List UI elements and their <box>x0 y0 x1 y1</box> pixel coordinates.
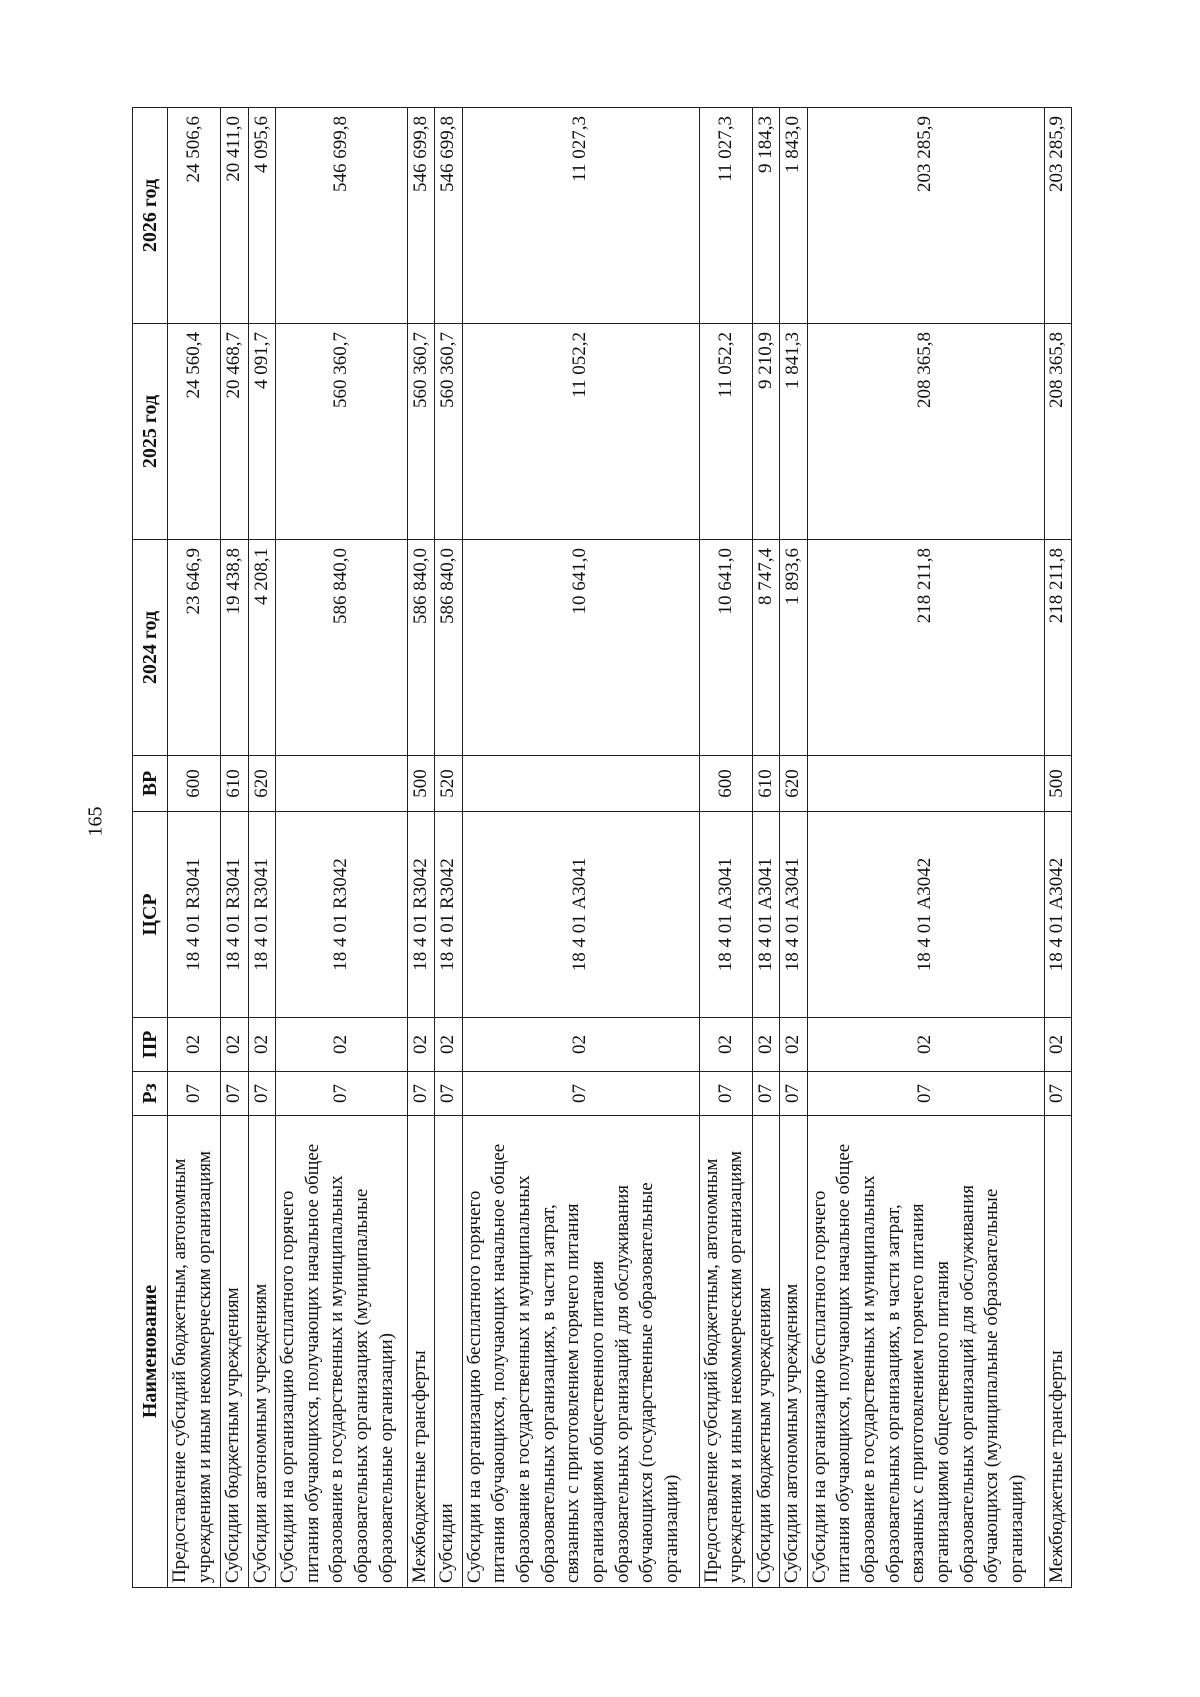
cell-vr: 600 <box>168 756 221 812</box>
cell-2024: 218 211,8 <box>807 540 1044 756</box>
table-row <box>807 108 1044 1588</box>
cell-csr: 18 4 01 А3042 <box>1044 812 1071 1018</box>
cell-csr: 18 4 01 R3041 <box>221 812 248 1018</box>
cell-name: Субсидии автономным учреждениям <box>248 1116 275 1588</box>
cell-name: Межбюджетные трансферты <box>1044 1116 1071 1588</box>
col-header-rz: Рз <box>133 1072 168 1116</box>
cell-2025: 208 365,8 <box>807 324 1044 540</box>
cell-2025: 11 052,2 <box>462 324 699 540</box>
cell-csr: 18 4 01 R3041 <box>168 812 221 1018</box>
cell-vr <box>807 756 1044 812</box>
cell-vr <box>462 756 699 812</box>
table-header <box>133 108 168 1588</box>
cell-2024: 586 840,0 <box>435 540 462 756</box>
table-row <box>753 108 780 1588</box>
cell-2024: 10 641,0 <box>462 540 699 756</box>
cell-2024: 1 893,6 <box>780 540 807 756</box>
cell-2025: 560 360,7 <box>435 324 462 540</box>
cell-2026: 1 843,0 <box>780 108 807 324</box>
cell-rz: 07 <box>462 1072 699 1116</box>
col-header-vr: ВР <box>133 756 168 812</box>
cell-name: Субсидии на организацию бесплатного горячего питания обучающихся, получающих начальное общее образование в государственных и муниципальных образовательных организациях, в части затрат, связанных с приготовлением горячего питания организациями общественного питания образовательных организаций для обслуживания обучающихся (государственные образовательные организации) <box>462 1116 699 1588</box>
cell-2025: 20 468,7 <box>221 324 248 540</box>
cell-vr: 610 <box>753 756 780 812</box>
cell-name: Предоставление субсидий бюджетным, автономным учреждениям и иным некоммерческим организациям <box>168 1116 221 1588</box>
cell-pr: 02 <box>276 1018 408 1072</box>
cell-pr: 02 <box>221 1018 248 1072</box>
cell-rz: 07 <box>248 1072 275 1116</box>
cell-pr: 02 <box>753 1018 780 1072</box>
cell-name: Субсидии бюджетным учреждениям <box>221 1116 248 1588</box>
cell-vr: 500 <box>408 756 435 812</box>
cell-2024: 586 840,0 <box>408 540 435 756</box>
cell-rz: 07 <box>780 1072 807 1116</box>
cell-csr: 18 4 01 А3041 <box>699 812 752 1018</box>
cell-2026: 24 506,6 <box>168 108 221 324</box>
page-number: 165 <box>84 806 107 837</box>
cell-2026: 11 027,3 <box>699 108 752 324</box>
table-row <box>221 108 248 1588</box>
rotated-table-container <box>132 108 1072 1588</box>
cell-csr: 18 4 01 А3042 <box>807 812 1044 1018</box>
cell-2025: 560 360,7 <box>408 324 435 540</box>
cell-rz: 07 <box>807 1072 1044 1116</box>
cell-vr: 600 <box>699 756 752 812</box>
table-row <box>1044 108 1071 1588</box>
cell-2025: 1 841,3 <box>780 324 807 540</box>
table-row <box>248 108 275 1588</box>
cell-2026: 546 699,8 <box>408 108 435 324</box>
cell-rz: 07 <box>1044 1072 1071 1116</box>
cell-2026: 203 285,9 <box>807 108 1044 324</box>
col-header-2024: 2024 год <box>133 540 168 756</box>
cell-2026: 20 411,0 <box>221 108 248 324</box>
cell-pr: 02 <box>1044 1018 1071 1072</box>
col-header-csr: ЦСР <box>133 812 168 1018</box>
cell-2025: 9 210,9 <box>753 324 780 540</box>
cell-2024: 19 438,8 <box>221 540 248 756</box>
cell-name: Субсидии <box>435 1116 462 1588</box>
cell-rz: 07 <box>699 1072 752 1116</box>
col-header-pr: ПР <box>133 1018 168 1072</box>
cell-rz: 07 <box>753 1072 780 1116</box>
table-row <box>408 108 435 1588</box>
cell-rz: 07 <box>408 1072 435 1116</box>
cell-2025: 24 560,4 <box>168 324 221 540</box>
table-row <box>699 108 752 1588</box>
cell-pr: 02 <box>408 1018 435 1072</box>
cell-2024: 586 840,0 <box>276 540 408 756</box>
cell-2026: 203 285,9 <box>1044 108 1071 324</box>
table-body <box>168 108 1072 1588</box>
cell-2025: 4 091,7 <box>248 324 275 540</box>
col-header-2026: 2026 год <box>133 108 168 324</box>
cell-2026: 546 699,8 <box>435 108 462 324</box>
header-row <box>133 108 168 1588</box>
cell-2025: 208 365,8 <box>1044 324 1071 540</box>
cell-vr: 610 <box>221 756 248 812</box>
cell-2025: 11 052,2 <box>699 324 752 540</box>
cell-name: Субсидии на организацию бесплатного горячего питания обучающихся, получающих начальное общее образование в государственных и муниципальных образовательных организациях, в части затрат, связанных с приготовлением горячего питания организациями общественного питания образовательных организаций для обслуживания обучающихся (муниципальные образовательные организации) <box>807 1116 1044 1588</box>
table-row <box>435 108 462 1588</box>
cell-pr: 02 <box>807 1018 1044 1072</box>
cell-vr: 620 <box>248 756 275 812</box>
cell-vr <box>276 756 408 812</box>
cell-2024: 23 646,9 <box>168 540 221 756</box>
cell-pr: 02 <box>435 1018 462 1072</box>
cell-2024: 8 747,4 <box>753 540 780 756</box>
cell-csr: 18 4 01 R3042 <box>408 812 435 1018</box>
cell-pr: 02 <box>248 1018 275 1072</box>
cell-2024: 4 208,1 <box>248 540 275 756</box>
table-row <box>780 108 807 1588</box>
cell-csr: 18 4 01 А3041 <box>753 812 780 1018</box>
cell-pr: 02 <box>699 1018 752 1072</box>
table-row <box>276 108 408 1588</box>
cell-2026: 4 095,6 <box>248 108 275 324</box>
cell-csr: 18 4 01 А3041 <box>780 812 807 1018</box>
cell-name: Субсидии автономным учреждениям <box>780 1116 807 1588</box>
cell-2024: 10 641,0 <box>699 540 752 756</box>
cell-2025: 560 360,7 <box>276 324 408 540</box>
cell-name: Межбюджетные трансферты <box>408 1116 435 1588</box>
cell-csr: 18 4 01 R3042 <box>435 812 462 1018</box>
cell-vr: 500 <box>1044 756 1071 812</box>
cell-name: Субсидии бюджетным учреждениям <box>753 1116 780 1588</box>
cell-pr: 02 <box>780 1018 807 1072</box>
col-header-2025: 2025 год <box>133 324 168 540</box>
cell-rz: 07 <box>221 1072 248 1116</box>
cell-pr: 02 <box>462 1018 699 1072</box>
table-row <box>462 108 699 1588</box>
cell-2026: 11 027,3 <box>462 108 699 324</box>
cell-rz: 07 <box>168 1072 221 1116</box>
cell-pr: 02 <box>168 1018 221 1072</box>
cell-csr: 18 4 01 R3041 <box>248 812 275 1018</box>
table-row <box>168 108 221 1588</box>
cell-name: Субсидии на организацию бесплатного горячего питания обучающихся, получающих начальное общее образование в государственных и муниципальных образовательных организациях (муниципальные образовательные организации) <box>276 1116 408 1588</box>
cell-csr: 18 4 01 А3041 <box>462 812 699 1018</box>
cell-csr: 18 4 01 R3042 <box>276 812 408 1018</box>
cell-2026: 9 184,3 <box>753 108 780 324</box>
cell-vr: 620 <box>780 756 807 812</box>
cell-vr: 520 <box>435 756 462 812</box>
cell-2026: 546 699,8 <box>276 108 408 324</box>
cell-2024: 218 211,8 <box>1044 540 1071 756</box>
cell-rz: 07 <box>435 1072 462 1116</box>
col-header-name: Наименование <box>133 1116 168 1588</box>
cell-rz: 07 <box>276 1072 408 1116</box>
cell-name: Предоставление субсидий бюджетным, автономным учреждениям и иным некоммерческим организациям <box>699 1116 752 1588</box>
budget-table <box>132 107 1072 1588</box>
